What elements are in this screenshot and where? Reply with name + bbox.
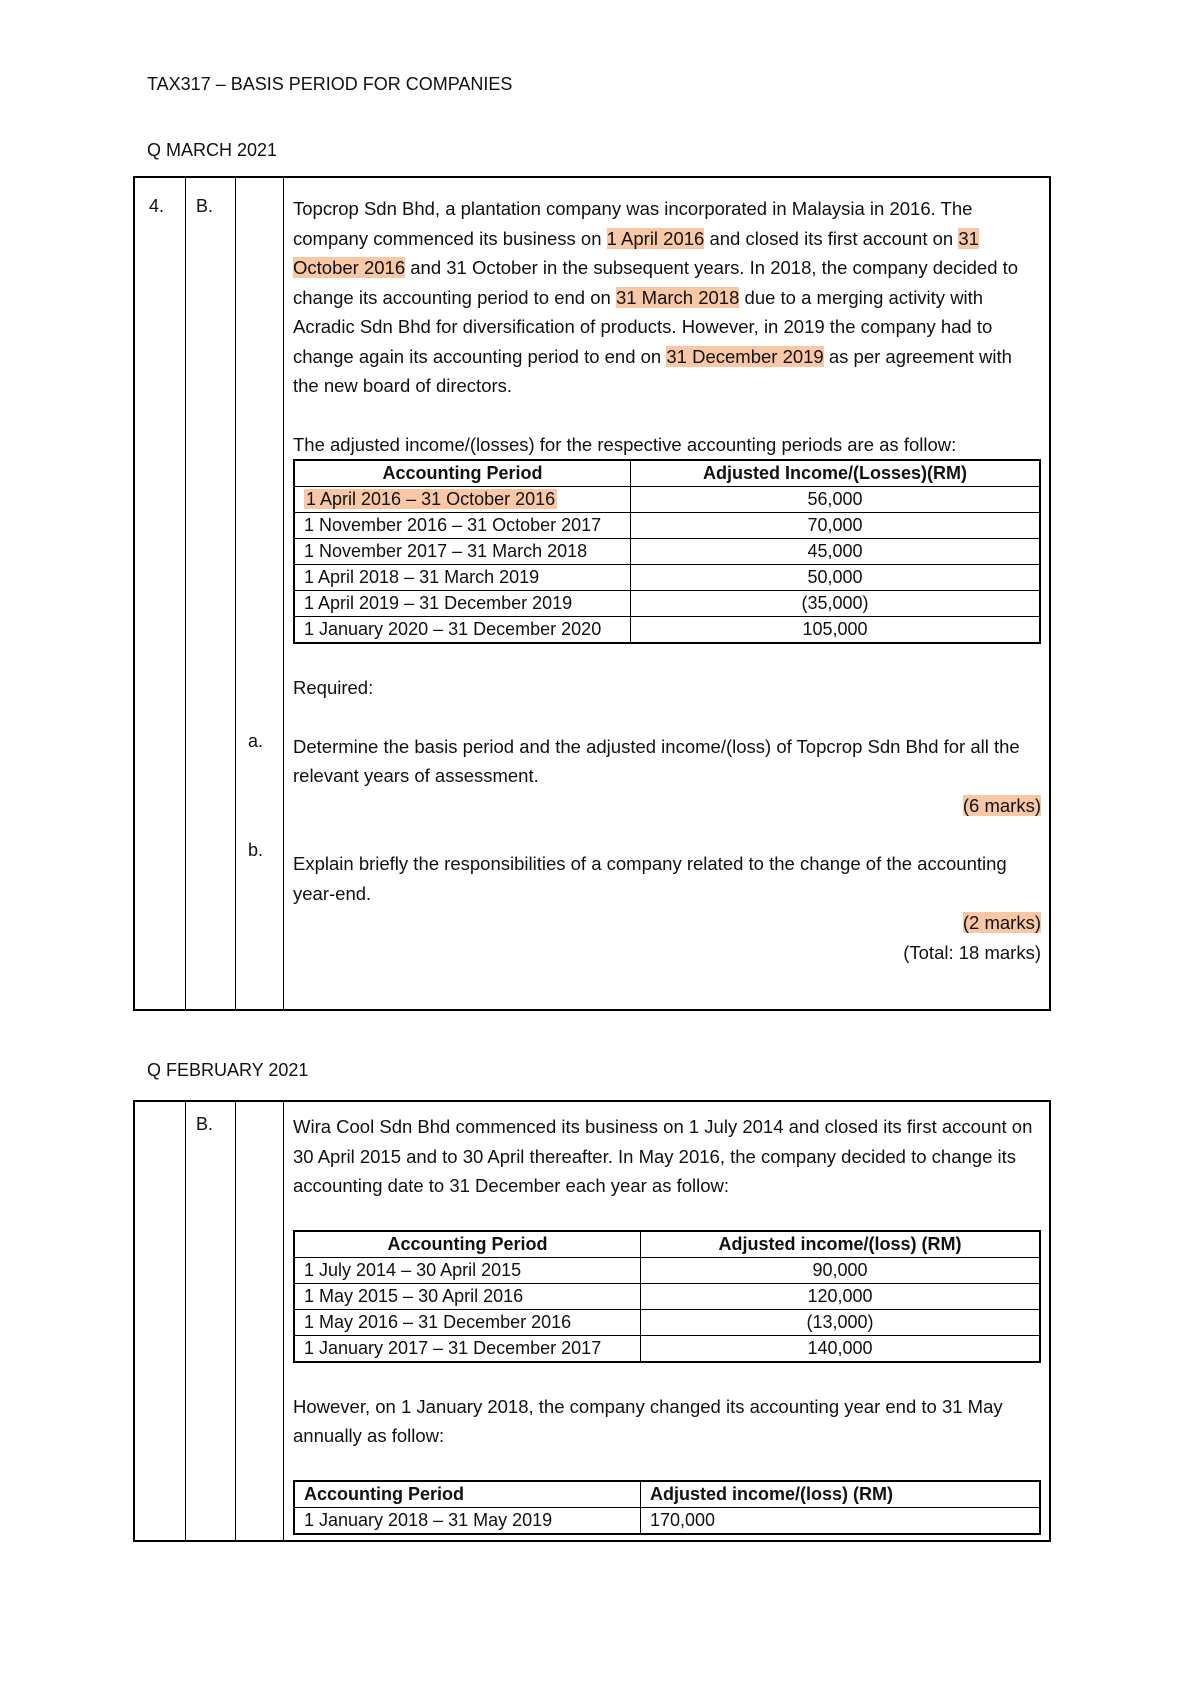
question-number: 4. <box>149 196 165 216</box>
table-row <box>294 539 1040 565</box>
table-cell: 1 January 2020 – 31 December 2020 <box>294 617 631 644</box>
table-header-row <box>294 1231 1040 1258</box>
part-a-letter: a. <box>248 731 264 751</box>
table-cell: 1 January 2018 – 31 May 2019 <box>294 1507 641 1534</box>
column-divider <box>283 178 284 1009</box>
table-cell: 1 November 2016 – 31 October 2017 <box>294 513 631 539</box>
middle-paragraph: However, on 1 January 2018, the company changed its accounting year end to 31 May annually as follow: <box>293 1395 1003 1446</box>
table-row <box>294 487 1040 513</box>
table-cell: 56,000 <box>631 487 1041 513</box>
highlight-date: 31 December 2019 <box>666 345 824 367</box>
column-divider <box>235 1102 236 1540</box>
section-heading-february: Q FEBRUARY 2021 <box>147 1060 309 1080</box>
table-header: Adjusted income/(loss) (RM) <box>641 1481 1041 1508</box>
highlight-date: 31 March 2018 <box>615 286 740 308</box>
column-divider <box>185 1102 186 1540</box>
table-row <box>294 1335 1040 1362</box>
column-divider <box>283 1102 284 1540</box>
total-marks: (Total: 18 marks) <box>903 941 1041 963</box>
part-b-marks: (2 marks) <box>962 912 1041 933</box>
intro-paragraph: Topcrop Sdn Bhd, a plantation company was incorporated in Malaysia in 2016. The company commenced its business on 1 April 2016 and closed its first account on 31 October 2016 and 31 October in the subsequent years. In 2018, the company decided to change its accounting period to end on 31 March 2018 due to a merging activity with Acradic Sdn Bhd for diversification of products. However, in 2019 the company had to change again its accounting period to end on 31 December 2019 as per agreement with the new board of directors. <box>293 198 1019 396</box>
table-row <box>294 1309 1040 1335</box>
table-row <box>294 1257 1040 1283</box>
table-cell: 120,000 <box>641 1283 1041 1309</box>
table-cell: 105,000 <box>631 617 1041 644</box>
column-divider <box>185 178 186 1009</box>
table-header: Accounting Period <box>294 1481 641 1508</box>
table-row <box>294 591 1040 617</box>
section-heading-march: Q MARCH 2021 <box>147 140 278 160</box>
question-box-march <box>133 176 1051 1011</box>
required-label: Required: <box>293 677 374 698</box>
table-cell: 90,000 <box>641 1257 1041 1283</box>
table-header: Adjusted Income/(Losses)(RM) <box>631 460 1041 487</box>
part-a-marks: (6 marks) <box>962 794 1041 816</box>
table-cell: 1 January 2017 – 31 December 2017 <box>294 1335 641 1362</box>
question-body-february <box>293 1112 1041 1535</box>
table-header-row <box>294 1481 1040 1508</box>
table-row <box>294 1283 1040 1309</box>
table-cell: 1 May 2015 – 30 April 2016 <box>294 1283 641 1309</box>
part-a-text: Determine the basis period and the adjusted income/(loss) of Topcrop Sdn Bhd for all the relevant years of assessment. <box>293 735 1020 786</box>
table-row <box>294 565 1040 591</box>
highlight-date: 1 April 2016 <box>606 227 705 249</box>
adjusted-income-table-2 <box>293 1480 1041 1535</box>
question-body-march <box>293 194 1041 967</box>
document-title: TAX317 – BASIS PERIOD FOR COMPANIES <box>147 74 513 94</box>
table-row <box>294 617 1040 644</box>
table-row <box>294 1507 1040 1534</box>
table-cell: 50,000 <box>631 565 1041 591</box>
adjusted-income-table <box>293 1230 1041 1363</box>
column-divider <box>235 178 236 1009</box>
question-box-february <box>133 1100 1051 1542</box>
table-row <box>294 513 1040 539</box>
table-header: Adjusted income/(loss) (RM) <box>641 1231 1041 1258</box>
question-section: B. <box>196 196 214 216</box>
part-b-text: Explain briefly the responsibilities of a company related to the change of the accounting year-end. <box>293 853 1007 904</box>
table-cell: 170,000 <box>641 1507 1041 1534</box>
intro-paragraph: Wira Cool Sdn Bhd commenced its business on 1 July 2014 and closed its first account on 30 April 2015 and to 30 April thereafter. In May 2016, the company decided to change its accounting date to 31 December each year as follow: <box>293 1116 1033 1196</box>
table-cell: 1 April 2018 – 31 March 2019 <box>294 565 631 591</box>
adjusted-income-table <box>293 459 1041 644</box>
table-cell: (35,000) <box>631 591 1041 617</box>
table-cell: 70,000 <box>631 513 1041 539</box>
table-cell: 1 November 2017 – 31 March 2018 <box>294 539 631 565</box>
question-section: B. <box>196 1114 214 1134</box>
part-b-letter: b. <box>248 840 264 860</box>
table-cell: 1 July 2014 – 30 April 2015 <box>294 1257 641 1283</box>
table-cell: 45,000 <box>631 539 1041 565</box>
highlight-date: 31 October 2016 <box>293 227 979 278</box>
table-header: Accounting Period <box>294 460 631 487</box>
table-cell: 1 April 2019 – 31 December 2019 <box>294 591 631 617</box>
table-header: Accounting Period <box>294 1231 641 1258</box>
table-intro: The adjusted income/(losses) for the respective accounting periods are as follow: <box>293 433 957 455</box>
table-header-row <box>294 460 1040 487</box>
table-cell: 1 May 2016 – 31 December 2016 <box>294 1309 641 1335</box>
table-cell: 1 April 2016 – 31 October 2016 <box>294 487 631 513</box>
table-cell: 140,000 <box>641 1335 1041 1362</box>
table-cell: (13,000) <box>641 1309 1041 1335</box>
